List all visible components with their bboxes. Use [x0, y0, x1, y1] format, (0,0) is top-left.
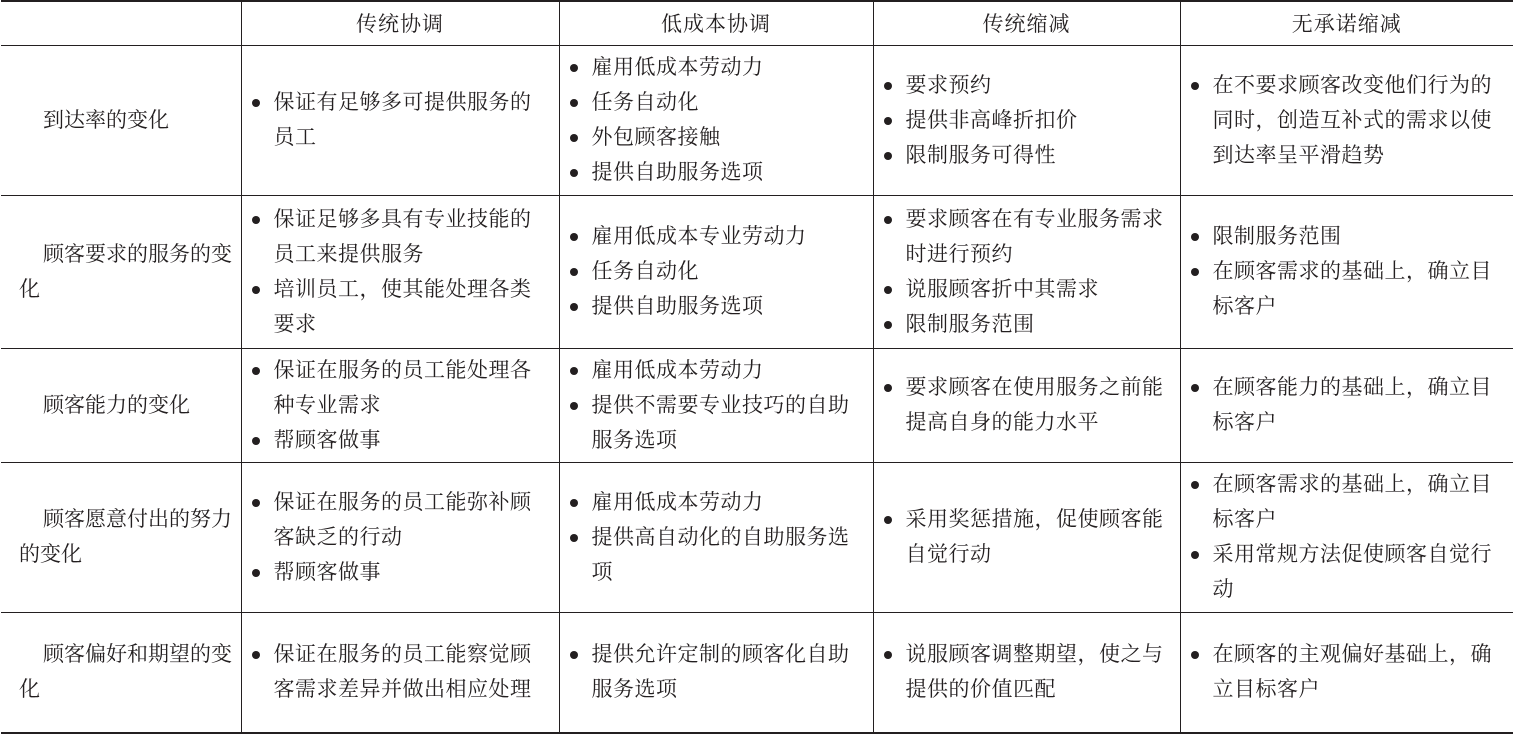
table-row — [1, 45, 1513, 195]
bullet-icon — [884, 651, 892, 659]
bullet-list — [1189, 68, 1504, 173]
list-item-text: 保证在服务的员工能察觉顾客需求差异并做出相应处理 — [273, 642, 532, 702]
list-item-text: 要求顾客在使用服务之前能提高自身的能力水平 — [905, 375, 1164, 434]
list-item — [568, 219, 863, 254]
cell-low-cost-coordination — [559, 612, 873, 733]
list-item — [1189, 219, 1504, 254]
row-header: 顾客愿意付出的努力的变化 — [1, 462, 241, 612]
bullet-icon — [884, 384, 892, 392]
cell-traditional-reduction — [873, 348, 1180, 462]
row-header: 顾客能力的变化 — [1, 348, 241, 462]
bullet-icon — [1191, 268, 1199, 276]
cell-traditional-coordination — [241, 612, 559, 733]
list-item-text: 采用常规方法促使顾客自觉行动 — [1212, 542, 1492, 601]
bullet-icon — [570, 651, 578, 659]
list-item-text: 外包顾客接触 — [591, 125, 721, 149]
list-item-text: 保证有足够多可提供服务的员工 — [273, 90, 532, 149]
list-item — [250, 423, 549, 458]
cell-low-cost-coordination — [559, 45, 873, 195]
list-item — [250, 202, 549, 272]
list-item-text: 雇用低成本劳动力 — [591, 55, 764, 79]
cell-no-commitment-reduction — [1180, 462, 1513, 612]
list-item-text: 保证在服务的员工能弥补顾客缺乏的行动 — [273, 489, 532, 549]
list-item-text: 雇用低成本专业劳动力 — [591, 224, 807, 248]
bullet-list — [882, 637, 1170, 707]
cell-low-cost-coordination — [559, 462, 873, 612]
header-traditional-reduction: 传统缩减 — [873, 1, 1180, 45]
list-item-text: 帮顾客做事 — [273, 427, 381, 452]
list-item — [1189, 370, 1504, 440]
bullet-icon — [252, 286, 260, 294]
bullet-icon — [252, 569, 260, 577]
cell-no-commitment-reduction — [1180, 195, 1513, 348]
list-item — [1189, 537, 1504, 607]
bullet-icon — [884, 152, 892, 160]
bullet-icon — [570, 134, 578, 142]
bullet-icon — [884, 516, 892, 524]
bullet-list — [882, 202, 1170, 342]
cell-traditional-reduction — [873, 612, 1180, 733]
list-item — [1189, 68, 1504, 173]
cell-traditional-coordination — [241, 45, 559, 195]
cell-no-commitment-reduction — [1180, 348, 1513, 462]
cell-traditional-coordination — [241, 348, 559, 462]
list-item-text: 任务自动化 — [591, 259, 699, 283]
table-row — [1, 195, 1513, 348]
list-item — [250, 485, 549, 555]
bullet-icon — [570, 268, 578, 276]
bullet-list — [882, 502, 1170, 572]
list-item — [882, 502, 1170, 572]
list-item — [882, 370, 1170, 440]
bullet-icon — [1191, 551, 1199, 559]
table-row — [1, 348, 1513, 462]
bullet-icon — [1191, 82, 1199, 90]
bullet-list — [568, 353, 863, 458]
list-item-text: 培训员工，使其能处理各类要求 — [273, 276, 532, 336]
list-item-text: 在顾客的主观偏好基础上，确立目标客户 — [1212, 642, 1492, 702]
list-item — [568, 388, 863, 458]
list-item-text: 提供高自动化的自助服务选项 — [591, 524, 850, 584]
list-item — [568, 50, 863, 85]
bullet-list — [882, 68, 1170, 173]
bullet-icon — [252, 437, 260, 445]
list-item — [882, 637, 1170, 707]
bullet-icon — [1191, 651, 1199, 659]
list-item — [568, 85, 863, 120]
bullet-list — [568, 637, 863, 707]
list-item — [882, 103, 1170, 138]
list-item-text: 保证足够多具有专业技能的员工来提供服务 — [273, 206, 532, 266]
row-header: 顾客偏好和期望的变化 — [1, 612, 241, 733]
bullet-icon — [884, 286, 892, 294]
cell-traditional-reduction — [873, 195, 1180, 348]
list-item-text: 提供允许定制的顾客化自助服务选项 — [591, 642, 850, 702]
list-item-text: 在顾客需求的基础上，确立目标客户 — [1212, 259, 1492, 318]
list-item — [568, 637, 863, 707]
cell-low-cost-coordination — [559, 348, 873, 462]
bullet-icon — [252, 499, 260, 507]
list-item-text: 采用奖惩措施，促使顾客能自觉行动 — [905, 507, 1164, 566]
table-row — [1, 612, 1513, 733]
list-item — [250, 353, 549, 423]
bullet-icon — [570, 233, 578, 241]
bullet-icon — [884, 216, 892, 224]
bullet-list — [568, 219, 863, 324]
cell-low-cost-coordination — [559, 195, 873, 348]
cell-traditional-reduction — [873, 462, 1180, 612]
list-item-text: 说服顾客折中其需求 — [905, 276, 1099, 301]
bullet-icon — [884, 117, 892, 125]
list-item-text: 在顾客能力的基础上，确立目标客户 — [1212, 375, 1492, 434]
list-item-text: 雇用低成本劳动力 — [591, 489, 764, 514]
bullet-list — [568, 50, 863, 190]
list-item-text: 在顾客需求的基础上，确立目标客户 — [1212, 472, 1492, 531]
list-item-text: 保证在服务的员工能处理各种专业需求 — [273, 357, 532, 417]
list-item — [568, 120, 863, 155]
bullet-icon — [570, 303, 578, 311]
list-item — [568, 353, 863, 388]
bullet-list — [1189, 219, 1504, 324]
bullet-list — [1189, 637, 1504, 707]
list-item-text: 提供自助服务选项 — [591, 294, 764, 318]
list-item — [568, 254, 863, 289]
list-item — [882, 68, 1170, 103]
list-item — [250, 272, 549, 342]
bullet-list — [1189, 370, 1504, 440]
list-item — [882, 138, 1170, 173]
list-item-text: 提供不需要专业技巧的自助服务选项 — [591, 392, 850, 452]
cell-no-commitment-reduction — [1180, 45, 1513, 195]
bullet-icon — [570, 499, 578, 507]
bullet-list — [250, 637, 549, 707]
list-item-text: 任务自动化 — [591, 90, 699, 114]
bullet-list — [250, 485, 549, 590]
list-item-text: 提供自助服务选项 — [591, 160, 764, 184]
list-item-text: 在不要求顾客改变他们行为的同时，创造互补式的需求以使到达率呈平滑趋势 — [1212, 72, 1492, 167]
bullet-list — [882, 370, 1170, 440]
bullet-list — [250, 353, 549, 458]
list-item — [882, 272, 1170, 307]
header-no-commitment-reduction: 无承诺缩减 — [1180, 1, 1513, 45]
list-item-text: 帮顾客做事 — [273, 559, 381, 584]
header-low-cost-coordination: 低成本协调 — [559, 1, 873, 45]
bullet-icon — [252, 216, 260, 224]
cell-no-commitment-reduction — [1180, 612, 1513, 733]
list-item — [1189, 254, 1504, 324]
bullet-list — [250, 85, 549, 155]
list-item — [1189, 467, 1504, 537]
list-item — [568, 520, 863, 590]
cell-traditional-coordination — [241, 462, 559, 612]
bullet-icon — [884, 82, 892, 90]
row-header: 到达率的变化 — [1, 45, 241, 195]
bullet-list — [250, 202, 549, 342]
header-traditional-coordination: 传统协调 — [241, 1, 559, 45]
header-row — [1, 1, 1513, 45]
list-item — [568, 289, 863, 324]
bullet-icon — [252, 367, 260, 375]
bullet-icon — [570, 402, 578, 410]
list-item — [568, 155, 863, 190]
list-item — [250, 555, 549, 590]
list-item-text: 限制服务范围 — [1212, 224, 1342, 248]
list-item — [1189, 637, 1504, 707]
cell-traditional-coordination — [241, 195, 559, 348]
header-corner — [1, 1, 241, 45]
bullet-icon — [1191, 233, 1199, 241]
list-item-text: 要求顾客在有专业服务需求时进行预约 — [905, 206, 1164, 266]
list-item — [882, 307, 1170, 342]
bullet-list — [1189, 467, 1504, 607]
list-item-text: 限制服务范围 — [905, 311, 1035, 336]
bullet-icon — [1191, 384, 1199, 392]
list-item — [568, 485, 863, 520]
bullet-icon — [570, 169, 578, 177]
list-item-text: 限制服务可得性 — [905, 142, 1056, 167]
list-item — [882, 202, 1170, 272]
bullet-icon — [570, 367, 578, 375]
bullet-icon — [570, 99, 578, 107]
bullet-icon — [570, 534, 578, 542]
list-item-text: 说服顾客调整期望，使之与提供的价值匹配 — [905, 642, 1164, 702]
table-row — [1, 462, 1513, 612]
list-item-text: 提供非高峰折扣价 — [905, 107, 1078, 132]
bullet-icon — [1191, 481, 1199, 489]
row-header: 顾客要求的服务的变化 — [1, 195, 241, 348]
cell-traditional-reduction — [873, 45, 1180, 195]
bullet-icon — [570, 64, 578, 72]
bullet-list — [568, 485, 863, 590]
strategy-table — [1, 0, 1513, 734]
list-item — [250, 637, 549, 707]
list-item — [250, 85, 549, 155]
list-item-text: 要求预约 — [905, 72, 992, 97]
bullet-icon — [252, 99, 260, 107]
bullet-icon — [884, 321, 892, 329]
bullet-icon — [252, 651, 260, 659]
list-item-text: 雇用低成本劳动力 — [591, 357, 764, 382]
